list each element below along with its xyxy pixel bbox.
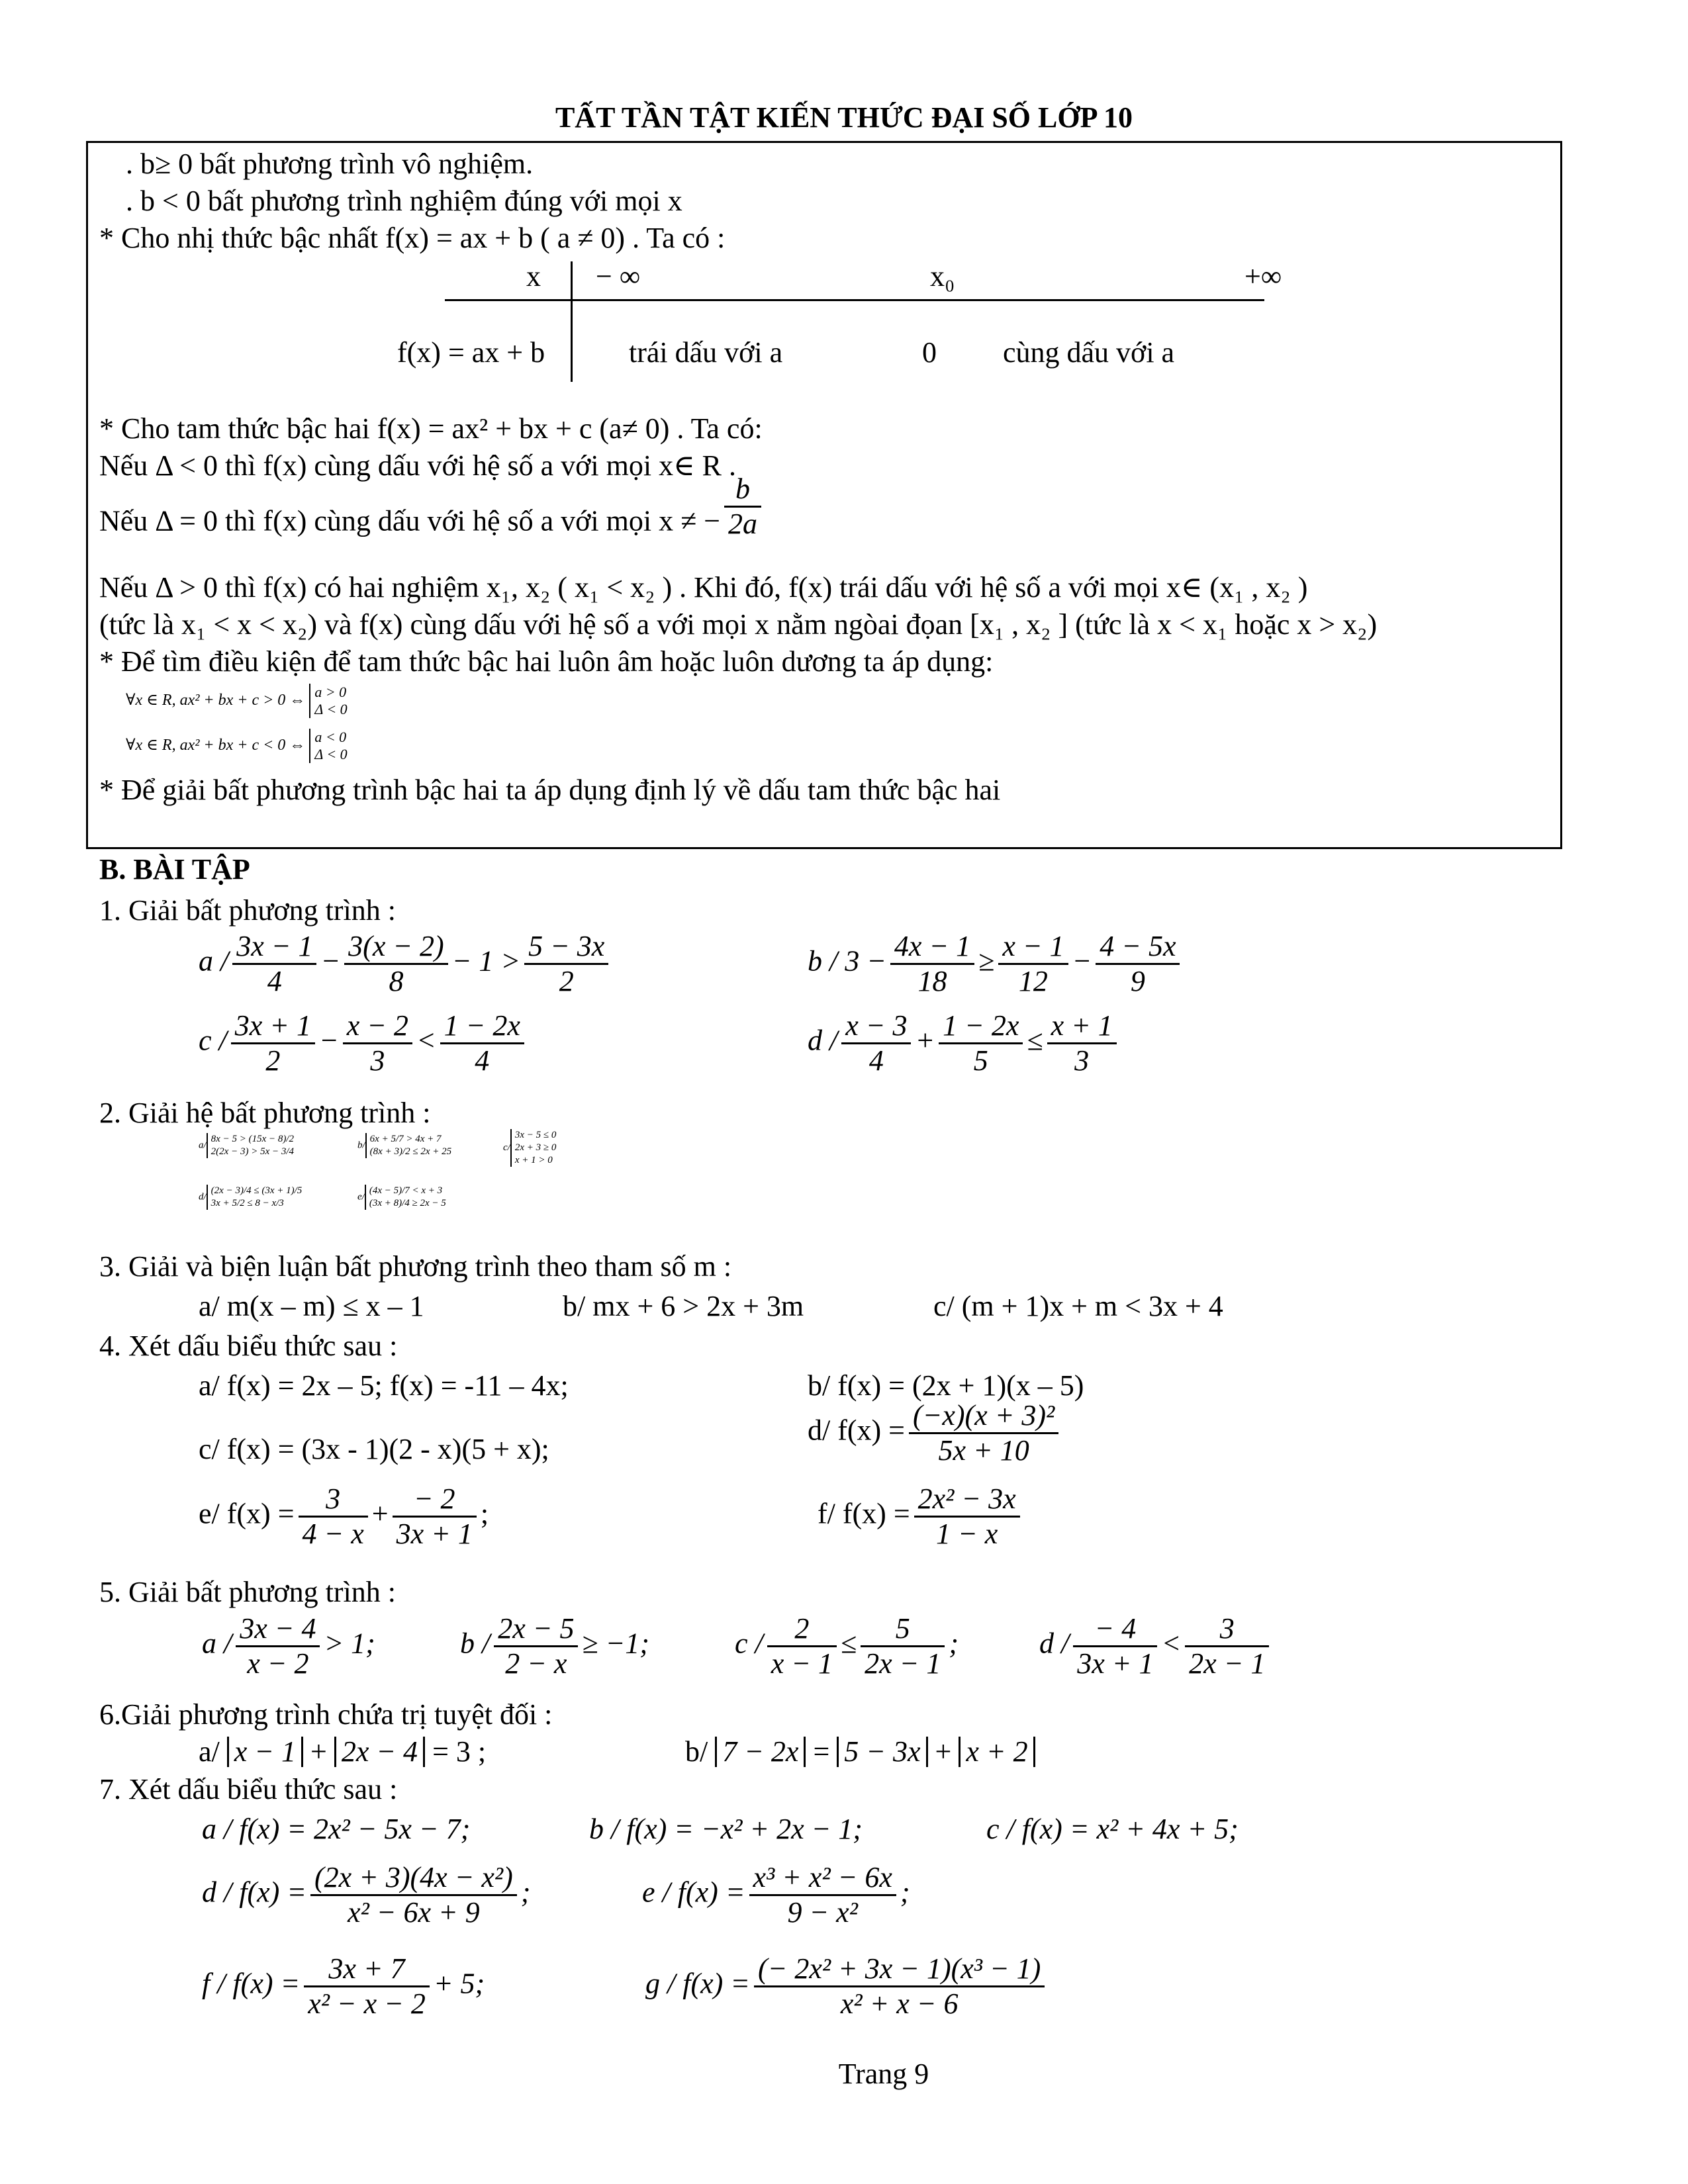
ex1-a-op1: −	[320, 944, 341, 978]
table-hline	[445, 299, 1264, 301]
ex2-a	[199, 1133, 294, 1158]
formula-positive	[126, 683, 348, 718]
ex2-c-label: c/	[503, 1142, 510, 1153]
ex3-a: a/ m(x – m) ≤ x – 1	[199, 1290, 424, 1322]
ex1-d-op2: ≤	[1027, 1024, 1043, 1057]
ex1-b-op1: ≥	[978, 944, 995, 978]
ex7-g-label: g / f(x) =	[645, 1967, 750, 2000]
ex7-b: b / f(x) = −x² + 2x − 1;	[589, 1813, 863, 1845]
ex6-b-abs3: x + 2	[959, 1737, 1035, 1767]
ex3-title: 3. Giải và biện luận bất phương trình theo tham số m :	[99, 1250, 732, 1283]
ex5-c-op: ≤	[841, 1627, 857, 1660]
table-pos-inf: +∞	[1244, 260, 1282, 293]
ex7-f-den: x² − x − 2	[308, 1987, 426, 2020]
ex3-c: c/ (m + 1)x + m < 3x + 4	[933, 1290, 1223, 1322]
ex7-e-num: x³ + x² − 6x	[749, 1861, 896, 1896]
ex4-e-end: ;	[480, 1497, 489, 1530]
ex4-a: a/ f(x) = 2x – 5; f(x) = -11 – 4x;	[199, 1369, 569, 1402]
ex7-f	[202, 1952, 485, 2021]
ex4-d-label: d/ f(x) =	[808, 1414, 905, 1447]
formula-positive-system	[309, 684, 347, 718]
ex1-d-label: d /	[808, 1024, 838, 1057]
section-b-title: B. BÀI TẬP	[99, 853, 250, 886]
ex1-d	[808, 1009, 1121, 1077]
theory-line-6-den: 2a	[728, 508, 758, 540]
ex1-c-den2: 3	[370, 1044, 385, 1077]
ex2-a-row2: 2(2x − 3) > 5x − 3/4	[211, 1146, 295, 1157]
formula-negative-cond-delta: Δ < 0	[314, 746, 348, 763]
ex4-f	[818, 1482, 1024, 1551]
ex1-d-num1: x − 3	[841, 1009, 911, 1044]
ex1-c-op2: <	[416, 1024, 436, 1057]
theory-line-6	[99, 473, 765, 558]
ex5-b-den: 2 − x	[505, 1647, 567, 1680]
ex7-d-end: ;	[520, 1876, 531, 1909]
ex7-f-num: 3x + 7	[304, 1952, 430, 1987]
ex1-b-num1: 4x − 1	[890, 930, 974, 965]
ex1-c-den1: 2	[265, 1044, 281, 1077]
ex1-c-num1: 3x + 1	[231, 1009, 315, 1044]
ex1-b	[808, 930, 1184, 998]
ex7-title: 7. Xét dấu biểu thức sau :	[99, 1773, 398, 1805]
theory-line-8: (tức là x₁ < x < x₂) và f(x) cùng dấu với hệ số a với mọi x nằm ngòai đọan [x₁ , x₂ ] (tức là x < x₁ hoặc x > x₂)	[99, 608, 1378, 641]
ex1-a-label: a /	[199, 944, 229, 978]
ex5-a-den: x − 2	[247, 1647, 309, 1680]
ex6-a-label: a/	[199, 1735, 220, 1768]
table-vline	[571, 261, 573, 382]
ex7-c: c / f(x) = x² + 4x + 5;	[986, 1813, 1239, 1845]
ex5-a-label: a /	[202, 1627, 232, 1660]
ex2-b	[357, 1133, 451, 1158]
ex1-d-den2: 5	[973, 1044, 988, 1077]
ex5-b-num: 2x − 5	[494, 1612, 578, 1647]
ex1-a-op2: − 1 >	[451, 944, 521, 978]
table-left: trái dấu với a	[629, 336, 783, 369]
ex1-c-num2: x − 2	[343, 1009, 412, 1044]
ex5-b	[460, 1612, 649, 1680]
table-right: cùng dấu với a	[1003, 336, 1175, 369]
ex6-a-abs2: 2x − 4	[334, 1737, 425, 1767]
ex1-c-label: c /	[199, 1024, 227, 1057]
formula-negative	[126, 728, 348, 763]
ex5-b-label: b /	[460, 1627, 491, 1660]
ex5-d-label: d /	[1039, 1627, 1070, 1660]
ex1-d-op1: +	[915, 1024, 935, 1057]
ex7-g	[645, 1952, 1049, 2021]
theory-line-4: * Cho tam thức bậc hai f(x) = ax² + bx + c (a≠ 0) . Ta có:	[99, 412, 763, 445]
ex7-d-num: (2x + 3)(4x − x²)	[310, 1861, 517, 1896]
ex7-d	[202, 1861, 530, 1929]
ex4-e-num1: 3	[299, 1482, 368, 1518]
table-neg-inf: − ∞	[596, 260, 641, 293]
ex7-d-label: d / f(x) =	[202, 1876, 306, 1909]
ex5-c-tail: ;	[949, 1627, 959, 1660]
ex7-f-label: f / f(x) =	[202, 1967, 301, 2000]
ex5-c-num2: 5	[861, 1612, 945, 1647]
ex4-d-num: (−x)(x + 3)²	[909, 1399, 1058, 1434]
ex2-e	[357, 1185, 446, 1210]
ex1-c-op1: −	[319, 1024, 339, 1057]
formula-positive-lhs: ∀x ∈ R, ax² + bx + c > 0 ⇔	[126, 692, 306, 709]
ex6-b-abs2: 5 − 3x	[837, 1737, 927, 1767]
table-fx: f(x) = ax + b	[397, 336, 545, 369]
ex6-b-op1: =	[813, 1735, 830, 1768]
ex1-a-num2: 3(x − 2)	[344, 930, 448, 965]
ex7-e	[642, 1861, 910, 1929]
ex7-g-den: x² + x − 6	[840, 1987, 959, 2020]
table-x0: x₀	[930, 260, 955, 293]
ex5-c-label: c /	[735, 1627, 763, 1660]
ex6-a-abs1: x − 1	[227, 1737, 303, 1767]
ex7-e-den: 9 − x²	[787, 1896, 858, 1929]
ex1-a-den3: 2	[559, 965, 574, 997]
ex4-f-num: 2x² − 3x	[914, 1482, 1020, 1518]
table-zero: 0	[922, 336, 937, 369]
ex2-b-row2: (8x + 3)/2 ≤ 2x + 25	[369, 1146, 452, 1157]
ex2-c-row3: x + 1 > 0	[514, 1155, 553, 1165]
ex5-c-num1: 2	[767, 1612, 837, 1647]
ex6-title: 6.Giải phương trình chứa trị tuyệt đối :	[99, 1698, 553, 1731]
ex6-a	[199, 1735, 486, 1769]
ex4-e-den1: 4 − x	[302, 1518, 364, 1550]
ex5-d	[1039, 1612, 1273, 1680]
ex4-e	[199, 1482, 489, 1551]
ex1-c	[199, 1009, 528, 1077]
ex1-d-den3: 3	[1074, 1044, 1090, 1077]
ex2-e-row2: (3x + 8)/4 ≥ 2x − 5	[369, 1198, 446, 1208]
ex6-a-end: = 3 ;	[432, 1735, 487, 1768]
ex1-b-num3: 4 − 5x	[1096, 930, 1180, 965]
ex2-c-row2: 2x + 3 ≥ 0	[514, 1142, 557, 1153]
page-footer: Trang 9	[838, 2058, 929, 2090]
ex1-d-num3: x + 1	[1047, 1009, 1117, 1044]
theory-line-6-text: Nếu Δ = 0 thì f(x) cùng dấu với hệ số a với mọi x ≠ −	[99, 504, 721, 537]
ex5-c-den1: x − 1	[771, 1647, 833, 1680]
ex7-a: a / f(x) = 2x² − 5x − 7;	[202, 1813, 471, 1845]
ex1-a-den2: 8	[389, 965, 404, 997]
ex4-e-label: e/ f(x) =	[199, 1497, 295, 1530]
ex1-b-den1: 18	[917, 965, 947, 997]
ex2-d	[199, 1185, 302, 1210]
theory-line-6-num: b	[724, 473, 761, 508]
formula-negative-cond-a: a < 0	[314, 729, 347, 746]
ex4-e-den2: 3x + 1	[396, 1518, 473, 1550]
ex1-b-op2: −	[1072, 944, 1092, 978]
ex5-a-tail: > 1;	[324, 1627, 375, 1660]
ex5-a-num: 3x − 4	[236, 1612, 320, 1647]
ex1-b-num2: x − 1	[998, 930, 1068, 965]
ex2-d-row1: (2x − 3)/4 ≤ (3x + 1)/5	[211, 1185, 303, 1196]
ex5-c	[735, 1612, 959, 1680]
ex4-d-den: 5x + 10	[938, 1434, 1029, 1467]
ex7-e-end: ;	[900, 1876, 910, 1909]
ex4-f-den: 1 − x	[936, 1518, 998, 1550]
formula-positive-cond-a: a > 0	[314, 684, 347, 701]
ex4-title: 4. Xét dấu biểu thức sau :	[99, 1330, 398, 1362]
ex1-c-num3: 1 − 2x	[440, 1009, 524, 1044]
ex1-a-num1: 3x − 1	[232, 930, 316, 965]
ex5-d-den2: 2x − 1	[1189, 1647, 1266, 1680]
ex1-b-den2: 12	[1018, 965, 1048, 997]
ex6-a-op: +	[310, 1735, 327, 1768]
formula-negative-system	[309, 729, 347, 763]
ex6-b-op2: +	[935, 1735, 952, 1768]
ex2-title: 2. Giải hệ bất phương trình :	[99, 1097, 431, 1129]
ex3-b: b/ mx + 6 > 2x + 3m	[563, 1290, 804, 1322]
ex2-a-label: a/	[199, 1140, 207, 1151]
ex4-c: c/ f(x) = (3x - 1)(2 - x)(5 + x);	[199, 1433, 549, 1465]
ex7-d-den: x² − 6x + 9	[348, 1896, 480, 1929]
ex5-c-den2: 2x − 1	[865, 1647, 941, 1680]
ex1-d-den1: 4	[868, 1044, 884, 1077]
ex7-g-num: (− 2x² + 3x − 1)(x³ − 1)	[754, 1952, 1045, 1987]
ex5-a	[202, 1612, 375, 1680]
ex1-a-num3: 5 − 3x	[524, 930, 608, 965]
ex6-b-abs1: 7 − 2x	[715, 1737, 806, 1767]
ex4-b: b/ f(x) = (2x + 1)(x – 5)	[808, 1369, 1084, 1402]
ex2-d-label: d/	[199, 1191, 207, 1203]
theory-line-9: * Để tìm điều kiện để tam thức bậc hai luôn âm hoặc luôn dương ta áp dụng:	[99, 645, 994, 678]
ex2-c	[503, 1129, 556, 1167]
ex1-a-den1: 4	[267, 965, 282, 997]
ex7-e-label: e / f(x) =	[642, 1876, 745, 1909]
ex4-f-label: f/ f(x) =	[818, 1497, 910, 1530]
formula-positive-cond-delta: Δ < 0	[314, 701, 348, 718]
ex6-b	[685, 1735, 1035, 1769]
ex6-b-label: b/	[685, 1735, 708, 1768]
ex2-d-row2: 3x + 5/2 ≤ 8 − x/3	[211, 1198, 284, 1208]
ex2-c-row1: 3x − 5 ≤ 0	[514, 1130, 557, 1140]
ex1-b-den3: 9	[1130, 965, 1145, 997]
page-header: TẤT TẦN TẬT KIẾN THỨC ĐẠI SỐ LỚP 10	[555, 101, 1133, 134]
ex5-d-op: <	[1161, 1627, 1182, 1660]
theory-line-7: Nếu Δ > 0 thì f(x) có hai nghiệm x₁, x₂ ( x₁ < x₂ ) . Khi đó, f(x) trái dấu với hệ số a với mọi x∈ (x₁ , x₂ )	[99, 571, 1308, 604]
ex1-d-num2: 1 − 2x	[939, 1009, 1023, 1044]
ex1-b-label: b / 3 −	[808, 944, 886, 978]
ex5-d-den1: 3x + 1	[1077, 1647, 1154, 1680]
ex2-e-label: e/	[357, 1191, 365, 1203]
ex1-title: 1. Giải bất phương trình :	[99, 894, 396, 927]
ex5-d-num2: 3	[1185, 1612, 1269, 1647]
ex2-e-row1: (4x − 5)/7 < x + 3	[369, 1185, 443, 1196]
ex4-d	[808, 1399, 1062, 1467]
ex2-a-row1: 8x − 5 > (15x − 8)/2	[211, 1134, 295, 1144]
ex5-b-tail: ≥ −1;	[582, 1627, 649, 1660]
ex4-e-op: +	[371, 1497, 389, 1530]
ex1-a	[199, 930, 612, 998]
formula-negative-lhs: ∀x ∈ R, ax² + bx + c < 0 ⇔	[126, 737, 306, 754]
theory-line-10: * Để giải bất phương trình bậc hai ta áp dụng định lý về dấu tam thức bậc hai	[99, 774, 1001, 806]
ex1-c-den3: 4	[475, 1044, 490, 1077]
theory-line-3: * Cho nhị thức bậc nhất f(x) = ax + b ( a ≠ 0) . Ta có :	[99, 222, 726, 254]
table-x: x	[526, 260, 541, 293]
theory-line-1: . b≥ 0 bất phương trình vô nghiệm.	[126, 148, 534, 180]
ex2-b-row1: 6x + 5/7 > 4x + 7	[369, 1134, 442, 1144]
ex5-title: 5. Giải bất phương trình :	[99, 1576, 396, 1608]
theory-line-5: Nếu Δ < 0 thì f(x) cùng dấu với hệ số a với mọi x∈ R .	[99, 449, 736, 482]
ex4-e-num2: − 2	[393, 1482, 477, 1518]
theory-line-2: . b < 0 bất phương trình nghiệm đúng với mọi x	[126, 185, 682, 217]
ex7-f-end: + 5;	[433, 1967, 485, 2000]
ex2-b-label: b/	[357, 1140, 365, 1151]
ex5-d-num1: − 4	[1073, 1612, 1157, 1647]
